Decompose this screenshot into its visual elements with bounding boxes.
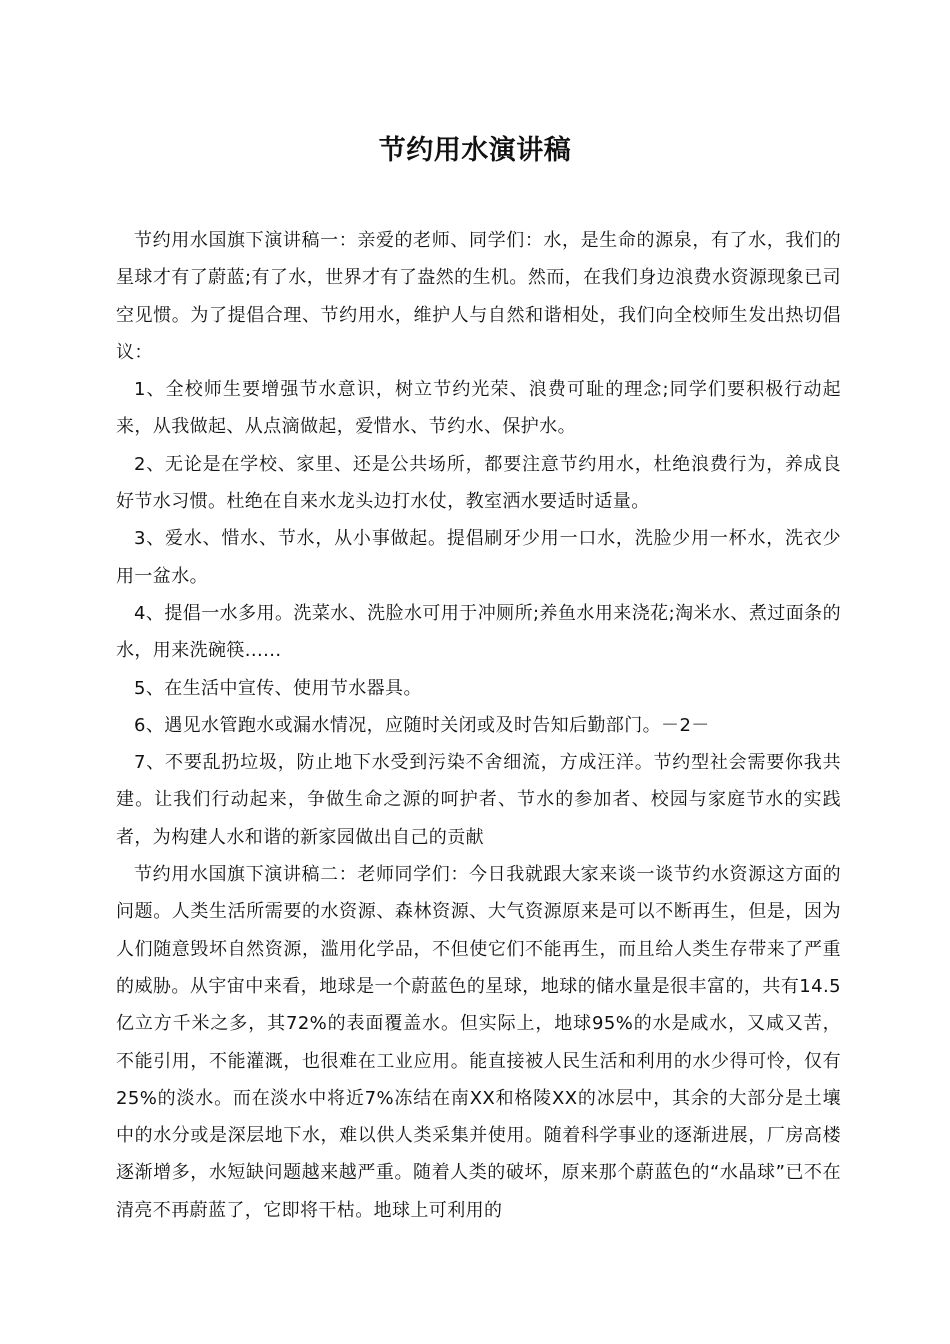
- paragraph-item-4: 4、提倡一水多用。洗菜水、洗脸水可用于冲厕所;养鱼水用来浇花;淘米水、煮过面条的水，用来洗碗筷......: [116, 602, 841, 662]
- paragraph-item-7: 7、不要乱扔垃圾，防止地下水受到污染不舍细流，方成汪洋。节约型社会需要你我共建。让我们行动起来，争做生命之源的呵护者、节水的参加者、校园与家庭节水的实践者，为构建人水和谐的新家园做出自己的贡献: [116, 752, 841, 848]
- document-body: [116, 222, 841, 1229]
- paragraph-item-2: 2、无论是在学校、家里、还是公共场所，都要注意节约用水，杜绝浪费行为，养成良好节水习惯。杜绝在自来水龙头边打水仗，教室洒水要适时适量。: [116, 453, 841, 513]
- paragraph-intro: 节约用水国旗下演讲稿一：亲爱的老师、同学们：水，是生命的源泉，有了水，我们的星球才有了蔚蓝;有了水，世界才有了盎然的生机。然而，在我们身边浪费水资源现象已司空见惯。为了提倡合理、节约用水，维护人与自然和谐相处，我们向全校师生发出热切倡议：: [116, 230, 841, 363]
- paragraph-item-3: 3、爱水、惜水、节水，从小事做起。提倡刷牙少用一口水，洗脸少用一杯水，洗衣少用一盆水。: [116, 528, 841, 587]
- paragraph-item-5: 5、在生活中宣传、使用节水器具。: [134, 677, 422, 699]
- document-title: 节约用水演讲稿: [378, 135, 572, 166]
- paragraph-item-1: 1、全校师生要增强节水意识，树立节约光荣、浪费可耻的理念;同学们要积极行动起来，从我做起、从点滴做起，爱惜水、节约水、保护水。: [116, 379, 841, 438]
- paragraph-item-6: 6、遇见水管跑水或漏水情况，应随时关闭或及时告知后勤部门。－2－: [134, 714, 710, 736]
- paragraph-speech-two: 节约用水国旗下演讲稿二：老师同学们：今日我就跟大家来谈一谈节约水资源这方面的问题。人类生活所需要的水资源、森林资源、大气资源原来是可以不断再生，但是，因为人们随意毁坏自然资源，滥用化学品，不但使它们不能再生，而且给人类生存带来了严重的威胁。从宇宙中来看，地球是一个蔚蓝色的星球，地球的储水量是很丰富的，共有14.5亿立方千米之多，其72%的表面覆盖水。但实际上，地球95%的水是咸水，又咸又苦，不能引用，不能灌溉，也很难在工业应用。能直接被人民生活和利用的水少得可怜，仅有25%的淡水。而在淡水中将近7%冻结在南XX和格陵XX的冰层中，其余的大部分是土壤中的水分或是深层地下水，难以供人类采集并使用。随着科学事业的逐渐进展，厂房高楼逐渐增多，水短缺问题越来越严重。随着人类的破坏，原来那个蔚蓝色的“水晶球”已不在清亮不再蔚蓝了，它即将干枯。地球上可利用的: [116, 864, 841, 1221]
